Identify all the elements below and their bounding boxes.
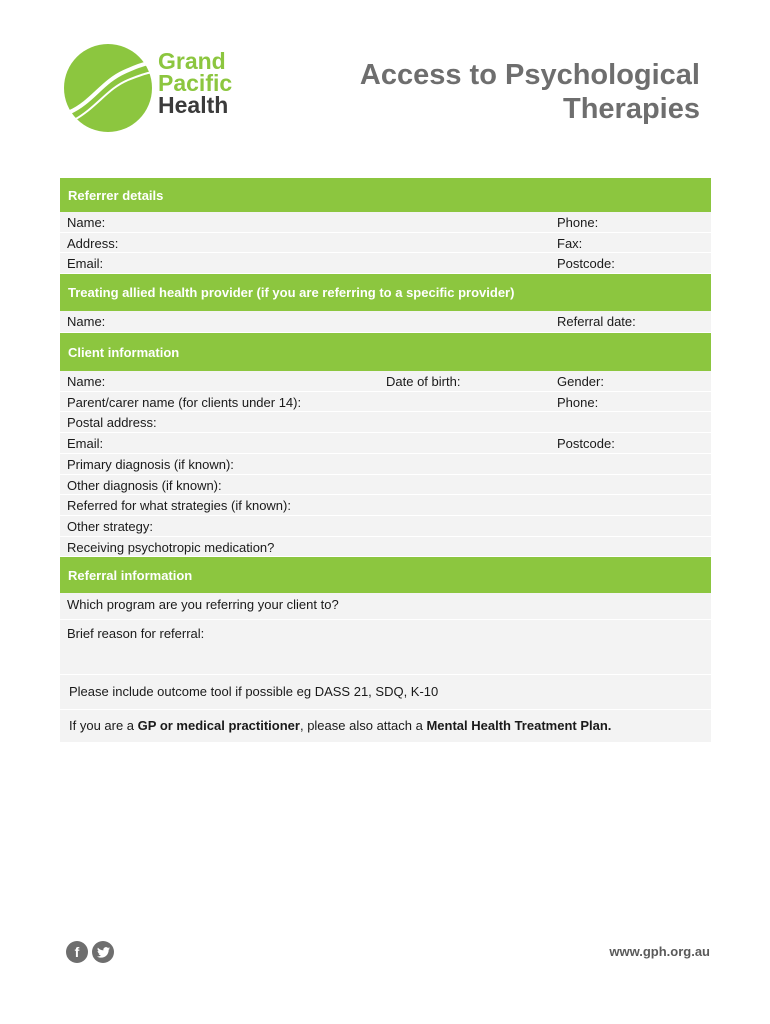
client-postal-field[interactable]: Postal address:: [67, 415, 157, 431]
provider-section: [60, 311, 711, 333]
client-strategies-field[interactable]: Referred for what strategies (if known):: [67, 498, 291, 514]
gp-note-bold1: GP or medical practitioner: [137, 718, 300, 734]
page-title-line2: Therapies: [563, 93, 700, 125]
client-other-strategy-field[interactable]: Other strategy:: [67, 518, 153, 534]
referral-program-label: Which program are you referring your client to?: [67, 597, 339, 613]
logo-word-grand: Grand: [158, 48, 226, 74]
client-name-field[interactable]: Name:: [67, 374, 106, 390]
page-title: [360, 58, 700, 126]
facebook-icon[interactable]: f: [66, 941, 88, 963]
referrer-section: [60, 212, 711, 274]
gp-note-text: [69, 718, 611, 733]
social-links: [66, 941, 114, 963]
website-link[interactable]: www.gph.org.au: [609, 944, 710, 959]
gp-note-part2: , please also attach a: [299, 718, 427, 734]
page-title-line1: Access to Psychological: [359, 59, 700, 91]
referrer-fax-field[interactable]: Fax:: [557, 235, 583, 251]
client-row-primary-dx: [60, 454, 711, 475]
client-medication-field[interactable]: Receiving psychotropic medication?: [67, 539, 275, 555]
twitter-icon[interactable]: [92, 941, 114, 963]
provider-row-name: [60, 311, 711, 333]
referral-reason-label: Brief reason for referral:: [67, 626, 205, 642]
referrer-row-name: [60, 212, 711, 233]
client-postcode-field[interactable]: Postcode:: [557, 436, 615, 452]
logo: [62, 42, 262, 132]
client-section: [60, 371, 711, 557]
referrer-email-field[interactable]: Email:: [67, 256, 104, 272]
referral-section-header: Referral information: [60, 557, 711, 593]
referrer-section-header: Referrer details: [60, 178, 711, 212]
referrer-row-email: [60, 253, 711, 274]
gp-note-bold2: Mental Health Treatment Plan.: [426, 718, 612, 734]
gp-note-part1: If you are a: [69, 718, 138, 734]
referrer-row-address: [60, 233, 711, 254]
referral-date-field[interactable]: Referral date:: [557, 314, 636, 330]
referrer-name-field[interactable]: Name:: [67, 215, 106, 230]
gp-note: [60, 710, 711, 743]
client-row-name: [60, 371, 711, 392]
client-email-field[interactable]: Email:: [67, 436, 104, 452]
client-row-email: [60, 433, 711, 454]
referrer-postcode-field[interactable]: Postcode:: [557, 256, 615, 272]
client-phone-field[interactable]: Phone:: [557, 394, 599, 410]
client-row-postal: [60, 412, 711, 433]
client-parent-field[interactable]: Parent/carer name (for clients under 14):: [67, 394, 302, 410]
logo-word-pacific: Pacific: [158, 70, 233, 96]
client-row-strategies: [60, 495, 711, 516]
logo-mark-icon: [62, 42, 158, 138]
provider-name-field[interactable]: Name:: [67, 314, 106, 330]
referrer-address-field[interactable]: Address:: [67, 235, 119, 251]
referral-program-field[interactable]: [60, 593, 711, 620]
client-primary-diagnosis-field[interactable]: Primary diagnosis (if known):: [67, 456, 234, 472]
client-row-other-dx: [60, 475, 711, 496]
client-row-medication: [60, 537, 711, 558]
referral-reason-field[interactable]: [60, 620, 711, 675]
client-other-diagnosis-field[interactable]: Other diagnosis (if known):: [67, 477, 222, 493]
referrer-phone-field[interactable]: Phone:: [557, 215, 599, 230]
client-section-header: Client information: [60, 333, 711, 371]
client-gender-field[interactable]: Gender:: [557, 374, 604, 390]
client-row-other-strategy: [60, 516, 711, 537]
client-row-parent: [60, 392, 711, 413]
logo-word-health: Health: [158, 92, 229, 118]
provider-section-header: Treating allied health provider (if you are referring to a specific provider): [60, 274, 711, 311]
referral-form: [60, 178, 711, 743]
outcome-tool-text: Please include outcome tool if possible eg DASS 21, SDQ, K-10: [69, 684, 439, 700]
outcome-tool-note: [60, 675, 711, 710]
client-dob-field[interactable]: Date of birth:: [386, 374, 461, 390]
